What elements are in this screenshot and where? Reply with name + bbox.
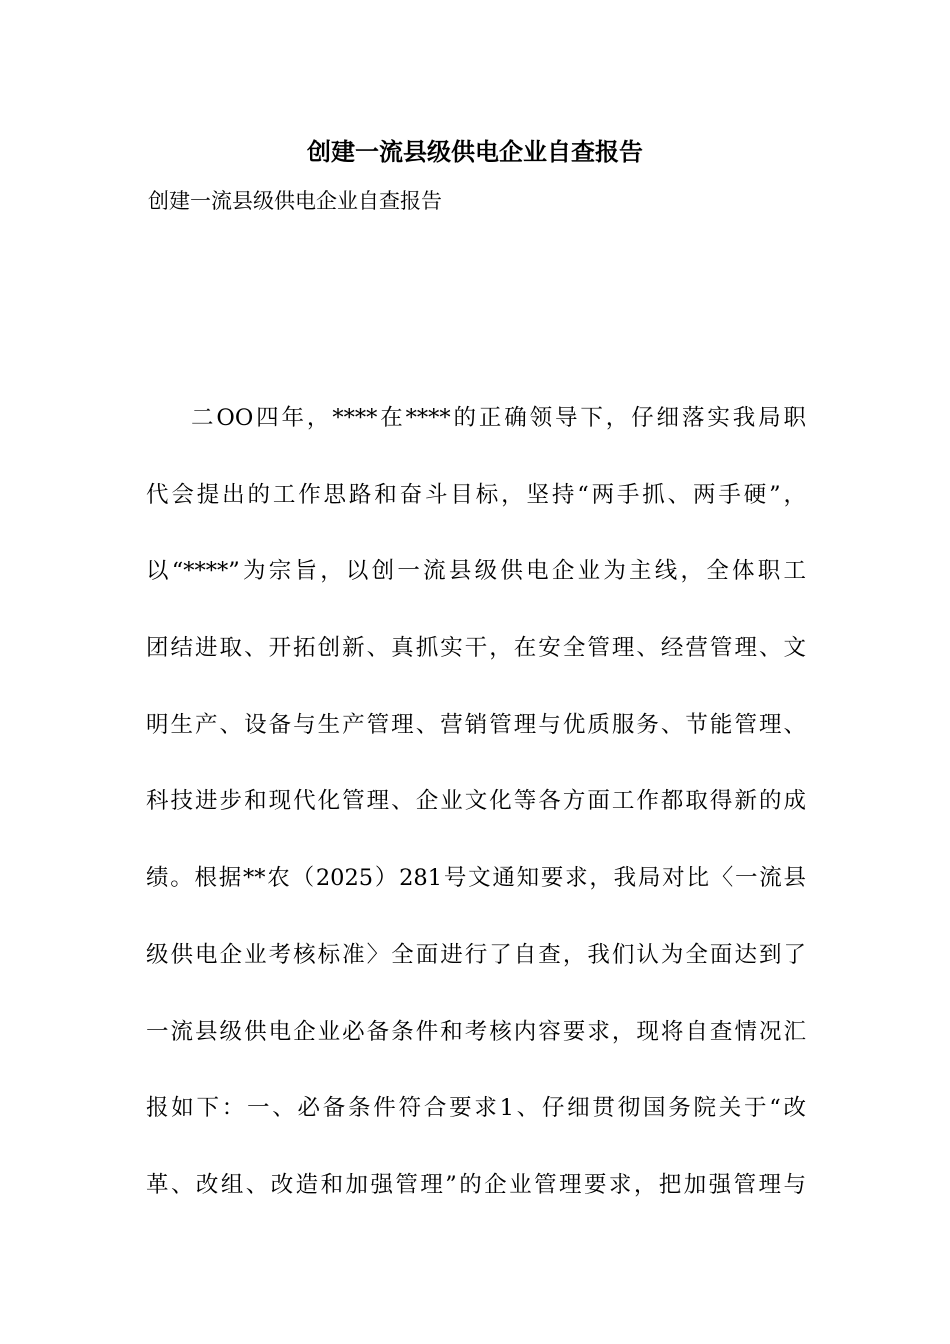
body-line: 二OO四年，****在****的正确领导下，仔细落实我局职 xyxy=(191,405,806,431)
body-line: 一流县级供电企业必备条件和考核内容要求，现将自查情况汇 xyxy=(146,1018,806,1045)
body-line: 以“****”为宗旨，以创一流县级供电企业为主线，全体职工 xyxy=(146,558,806,585)
document-subtitle: 创建一流县级供电企业自查报告 xyxy=(148,189,442,213)
body-line: 团结进取、开拓创新、真抓实干，在安全管理、经营管理、文 xyxy=(146,635,806,662)
body-line: 绩。根据**农（2025）281号文通知要求，我局对比〈一流县 xyxy=(146,865,806,892)
document-title: 创建一流县级供电企业自查报告 xyxy=(307,137,643,166)
body-paragraph xyxy=(146,402,806,1246)
body-line: 革、改组、改造和加强管理”的企业管理要求，把加强管理与 xyxy=(146,1171,806,1198)
body-line: 代会提出的工作思路和奋斗目标，坚持“两手抓、两手硬”， xyxy=(146,481,806,508)
body-line: 级供电企业考核标准〉全面进行了自查，我们认为全面达到了 xyxy=(146,941,806,968)
body-line: 科技进步和现代化管理、企业文化等各方面工作都取得新的成 xyxy=(146,788,806,815)
body-line: 明生产、设备与生产管理、营销管理与优质服务、节能管理、 xyxy=(146,711,806,738)
body-line: 报如下：一、必备条件符合要求1、仔细贯彻国务院关于“改 xyxy=(146,1095,806,1122)
